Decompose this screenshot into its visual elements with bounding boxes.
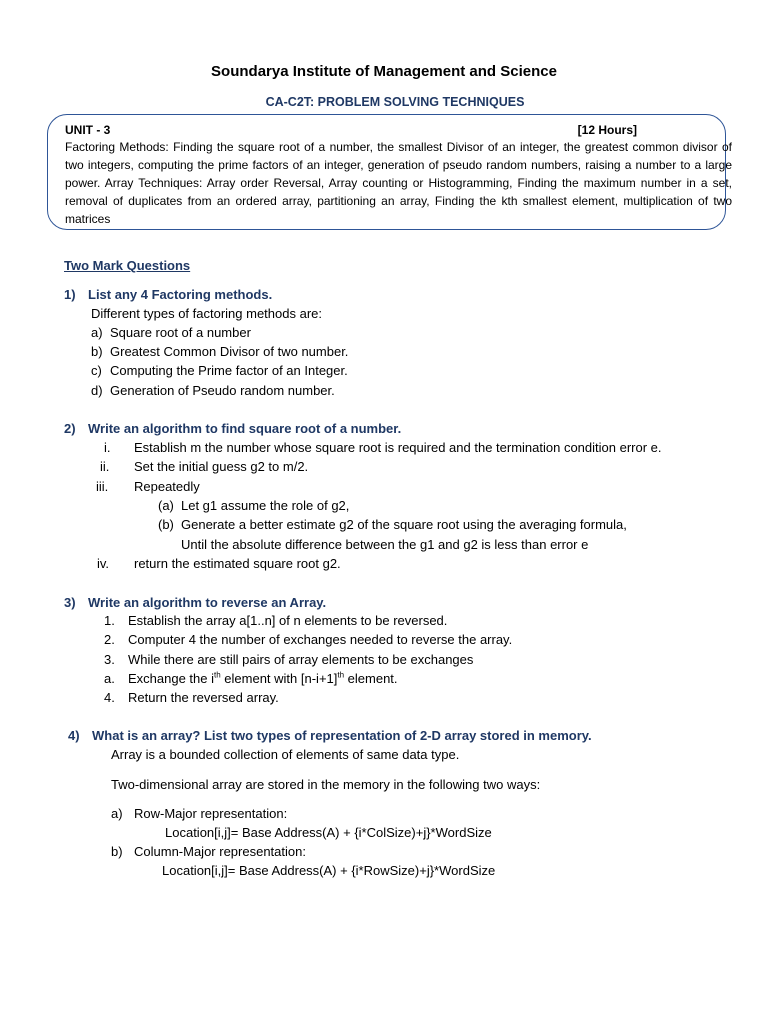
- q3-exchange-text: Exchange the i: [128, 671, 215, 686]
- q1-question: List any 4 Factoring methods.: [88, 287, 273, 302]
- q3-number: 3): [64, 595, 76, 610]
- q3-question: Write an algorithm to reverse an Array.: [88, 595, 327, 610]
- q3-exchange-text: element.: [344, 671, 398, 686]
- unit-label: UNIT - 3: [65, 123, 111, 137]
- q2-step-text: Repeatedly: [134, 479, 200, 494]
- q1-item-marker: d): [91, 383, 103, 398]
- q2-substep-text: Generate a better estimate g2 of the square root using the averaging formula,: [181, 517, 627, 532]
- q4-definition: Array is a bounded collection of elements of same data type.: [111, 747, 460, 762]
- q2-substep-text: Let g1 assume the role of g2,: [181, 498, 350, 513]
- q1-item-marker: a): [91, 325, 103, 340]
- q4-item-label: Row-Major representation:: [134, 806, 288, 821]
- institute-title: Soundarya Institute of Management and Science: [211, 63, 557, 80]
- q1-item-marker: b): [91, 344, 103, 359]
- q4-item-label: Column-Major representation:: [134, 844, 306, 859]
- q4-number: 4): [68, 728, 80, 743]
- q2-step-text: Set the initial guess g2 to m/2.: [134, 459, 309, 474]
- q3-step-text: Return the reversed array.: [128, 690, 279, 705]
- q2-until-text: Until the absolute difference between the g1 and g2 is less than error e: [181, 537, 589, 552]
- q3-exchange-step: [128, 669, 398, 688]
- q4-formula: Location[i,j]= Base Address(A) + {i*RowSize)+j}*WordSize: [162, 863, 496, 878]
- q1-item-marker: c): [91, 363, 102, 378]
- q1-item-text: Greatest Common Divisor of two number.: [110, 344, 349, 359]
- superscript-th: th: [214, 670, 221, 680]
- q3-step-marker: 4.: [104, 690, 115, 705]
- q3-step-marker: 1.: [104, 613, 115, 628]
- superscript-th: th: [337, 670, 345, 680]
- q1-item-text: Generation of Pseudo random number.: [110, 383, 335, 398]
- q3-step-marker: 2.: [104, 632, 115, 647]
- course-title: CA-C2T: PROBLEM SOLVING TECHNIQUES: [265, 95, 525, 109]
- q2-step-marker: ii.: [100, 459, 110, 474]
- syllabus-header: [65, 122, 715, 138]
- q1-item-text: Computing the Prime factor of an Integer.: [110, 363, 348, 378]
- q2-step-marker: iii.: [96, 479, 109, 494]
- q1-item-text: Square root of a number: [110, 325, 251, 340]
- q2-substep-marker: (a): [158, 498, 174, 513]
- hours-label: [12 Hours]: [577, 123, 637, 137]
- q3-step-text: Computer 4 the number of exchanges needed to reverse the array.: [128, 632, 513, 647]
- q2-step-text: return the estimated square root g2.: [134, 556, 341, 571]
- q4-question: What is an array? List two types of representation of 2-D array stored in memory.: [92, 728, 592, 743]
- q4-item-marker: b): [111, 844, 123, 859]
- syllabus-box: [47, 114, 732, 230]
- q4-formula: Location[i,j]= Base Address(A) + {i*ColSize)+j}*WordSize: [165, 825, 492, 840]
- q4-intro: Two-dimensional array are stored in the memory in the following two ways:: [111, 777, 541, 792]
- q2-step-marker: iv.: [97, 556, 110, 571]
- q1-number: 1): [64, 287, 76, 302]
- q2-step-marker: i.: [104, 440, 111, 455]
- syllabus-content: Factoring Methods: Finding the square root of a number, the smallest Divisor of an integer, the greatest common divisor of two integers, computing the prime factors of an integer, generation of pseudo random numbers, raising a number to a large power. Array Techniques: Array order Reversal, Array counting or Histogramming, Finding the maximum number in a set, removal of duplicates from an ordered array, partitioning an array, Finding the kth smallest element, multiplication of two matrices: [65, 140, 732, 226]
- two-mark-questions-heading: Two Mark Questions: [64, 258, 191, 273]
- q2-number: 2): [64, 421, 76, 436]
- q2-question: Write an algorithm to find square root of a number.: [88, 421, 402, 436]
- q3-step-marker: 3.: [104, 652, 115, 667]
- q1-intro: Different types of factoring methods are:: [91, 306, 322, 321]
- q3-step-text: Establish the array a[1..n] of n elements to be reversed.: [128, 613, 448, 628]
- q3-step-text: While there are still pairs of array elements to be exchanges: [128, 652, 474, 667]
- q3-exchange-text: element with [n-i+1]: [220, 671, 338, 686]
- q2-step-text: Establish m the number whose square root is required and the termination condition error e.: [134, 440, 662, 455]
- q3-step-marker: a.: [104, 671, 115, 686]
- q4-item-marker: a): [111, 806, 123, 821]
- q2-substep-marker: (b): [158, 517, 174, 532]
